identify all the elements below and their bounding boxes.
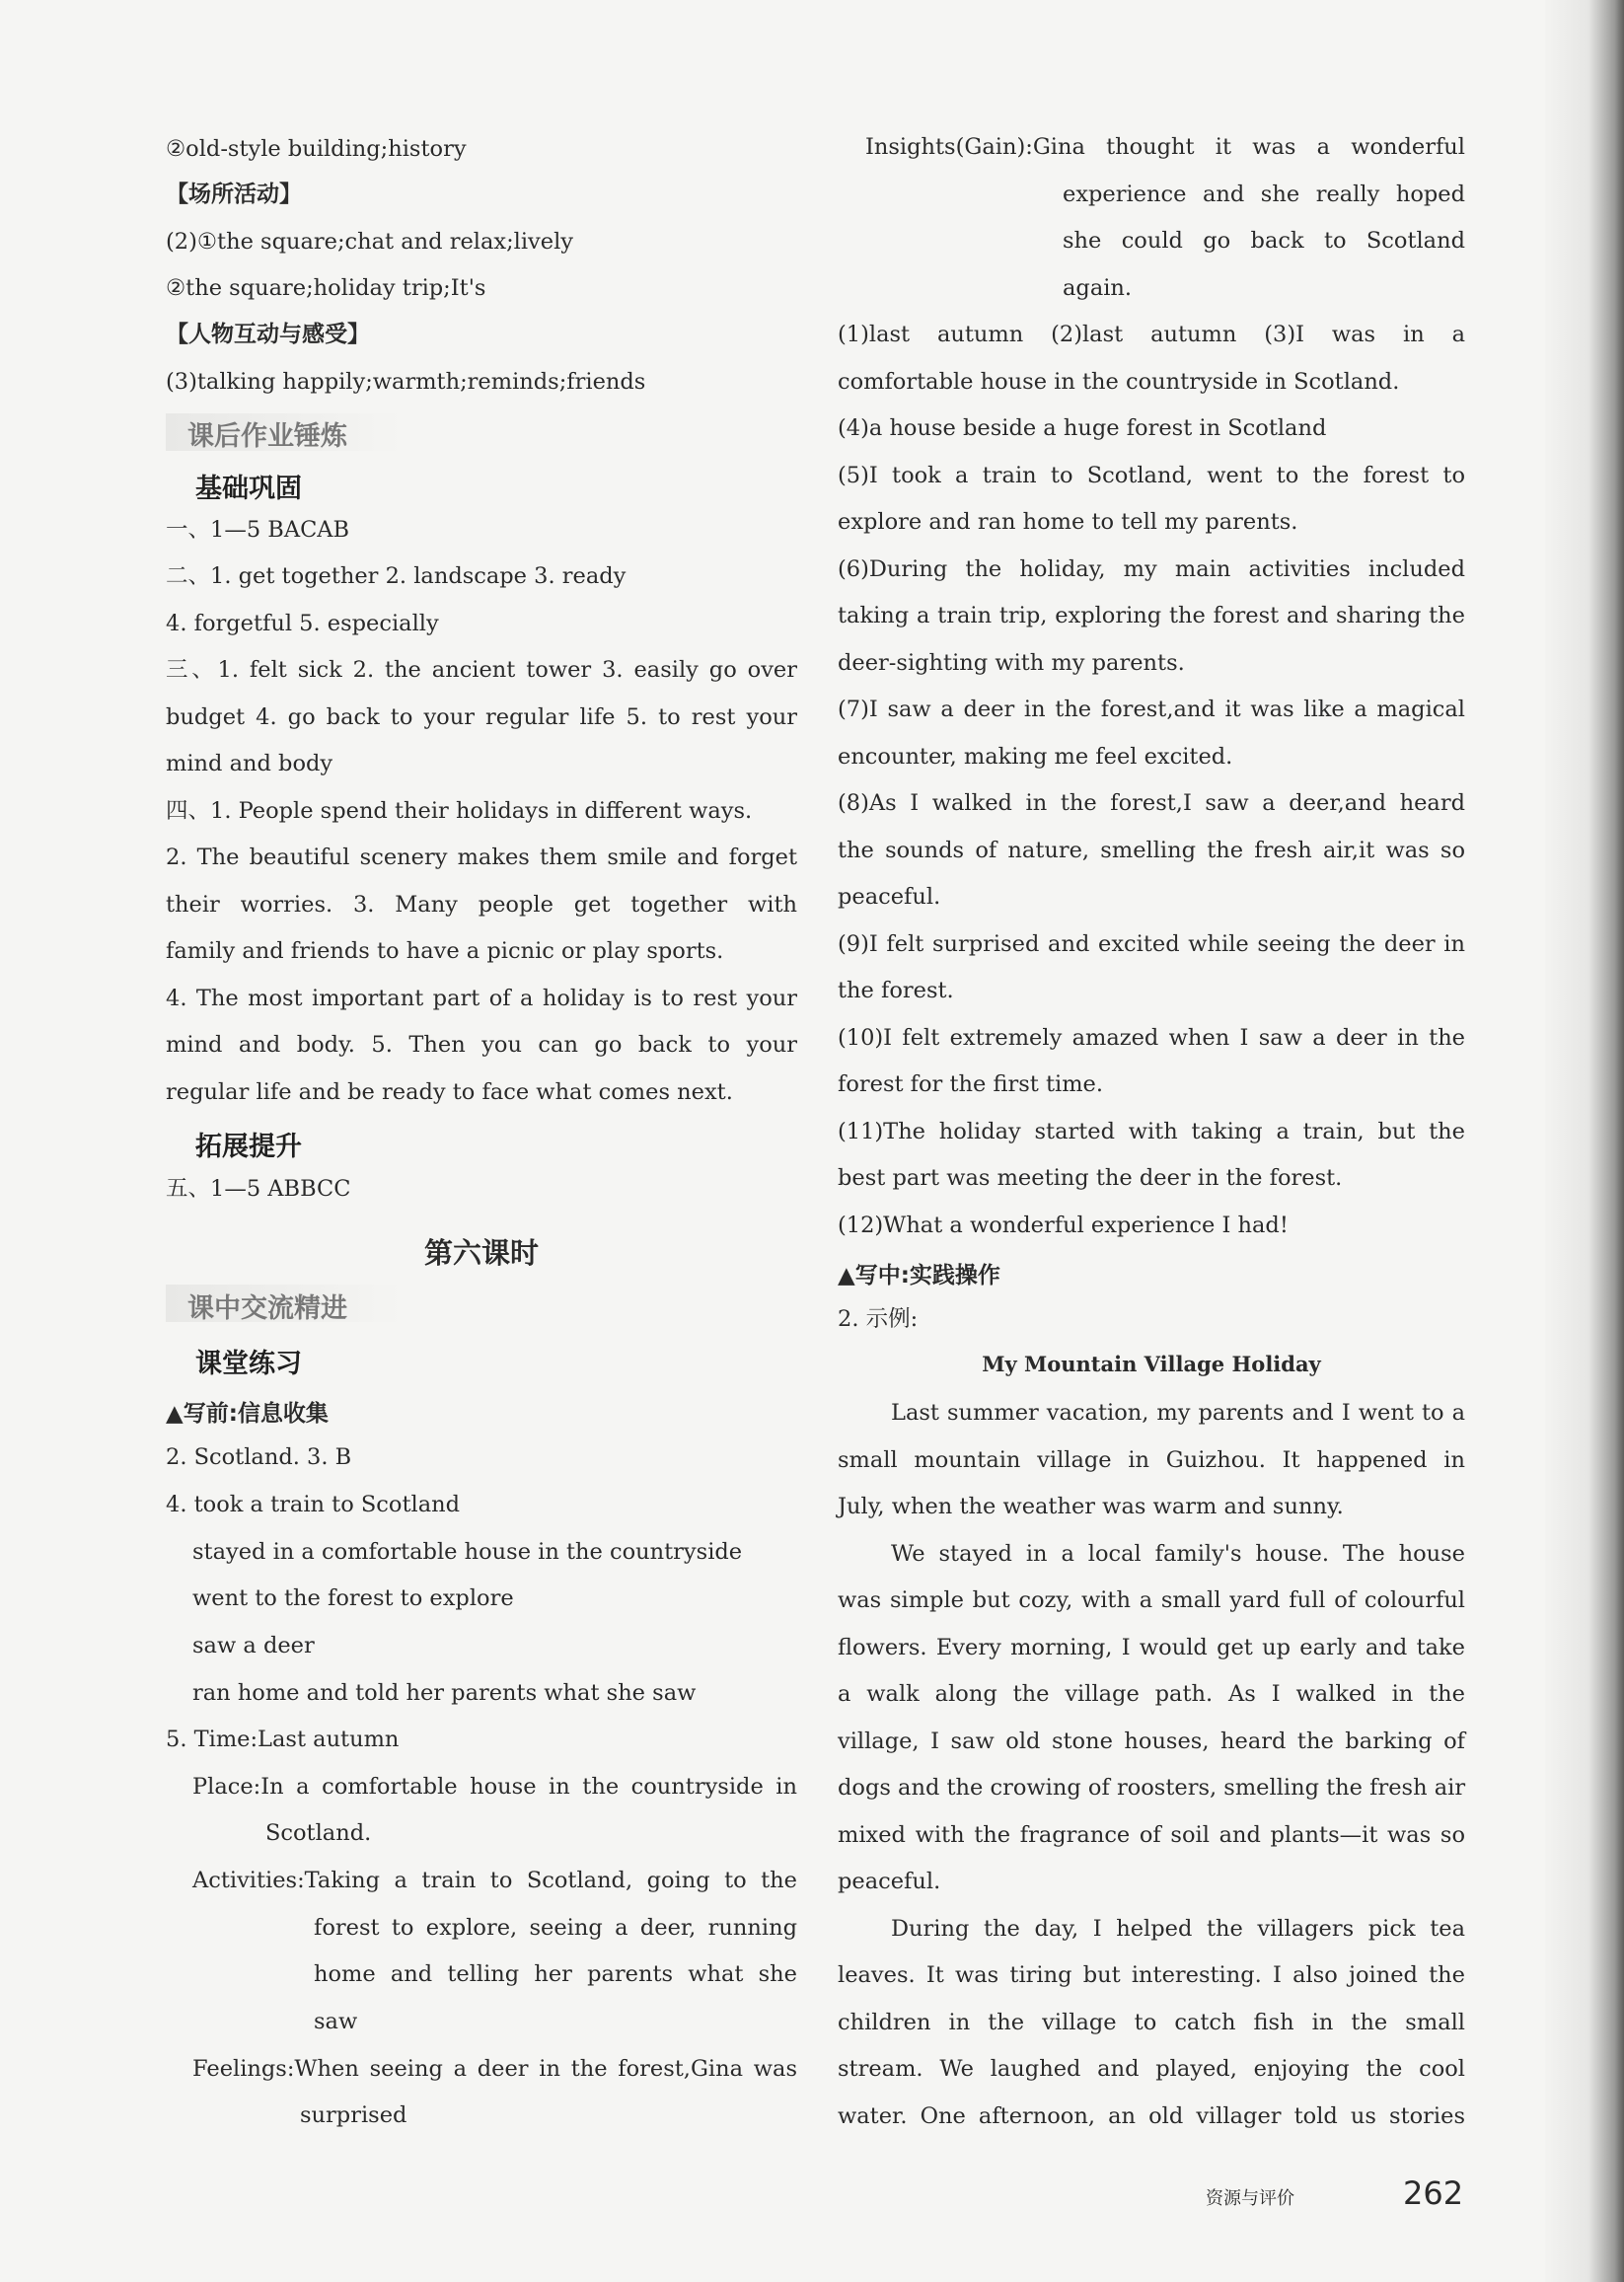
essay-line: leaves. It was tiring but interesting. I also joined the: [838, 1962, 1465, 1988]
answer-line: budget 4. go back to your regular life 5. to rest your: [166, 704, 797, 730]
answer-line: deer-sighting with my parents.: [838, 650, 1185, 676]
answer-line: Activities:Taking a train to Scotland, going to the: [192, 1868, 797, 1893]
answer-line: 二、1. get together 2. landscape 3. ready: [166, 563, 627, 589]
essay-line: We stayed in a local family's house. The house: [891, 1541, 1465, 1567]
answer-line: peaceful.: [838, 884, 941, 910]
essay-line: flowers. Every morning, I would get up early and take: [838, 1635, 1465, 1660]
answer-line: saw: [314, 2009, 358, 2034]
answer-line: 2. The beautiful scenery makes them smile and forget: [166, 845, 797, 870]
answer-line: 4. took a train to Scotland: [166, 1492, 461, 1517]
answer-line: explore and ran home to tell my parents.: [838, 509, 1298, 535]
section-heading-place: 【场所活动】: [166, 182, 302, 207]
answer-line: (7)I saw a deer in the forest,and it was like a magical: [838, 697, 1465, 722]
answer-line: 三、1. felt sick 2. the ancient tower 3. easily go over: [166, 657, 797, 683]
answer-line: Feelings:When seeing a deer in the forest,Gina was: [192, 2056, 797, 2082]
answer-line: 2. Scotland. 3. B: [166, 1444, 352, 1470]
answer-line: forest to explore, seeing a deer, running: [314, 1915, 797, 1941]
answer-line: forest for the first time.: [838, 1071, 1104, 1097]
page-number: 262: [1403, 2174, 1464, 2212]
essay-line: village, I saw old stone houses, heard the barking of: [838, 1729, 1465, 1754]
answer-line: (9)I felt surprised and excited while seeing the deer in: [838, 931, 1465, 957]
essay-line: was simple but cozy, with a small yard full of colourful: [838, 1587, 1465, 1613]
essay-line: dogs and the crowing of roosters, smelling the fresh air: [838, 1775, 1466, 1801]
essay-line: peaceful.: [838, 1869, 941, 1894]
answer-line: ②the square;holiday trip;It's: [166, 275, 486, 301]
answer-line: saw a deer: [192, 1633, 315, 1658]
answer-line: again.: [1063, 275, 1133, 301]
answer-line: family and friends to have a picnic or play sports.: [166, 938, 724, 964]
answer-line: (10)I felt extremely amazed when I saw a deer in the: [838, 1025, 1465, 1051]
answer-line: stayed in a comfortable house in the countryside: [192, 1539, 743, 1565]
subsection-title: 课堂练习: [195, 1349, 302, 1379]
page-binding-edge: [1545, 0, 1624, 2282]
section-heading-people: 【人物互动与感受】: [166, 322, 370, 347]
footer-label: 资源与评价: [1206, 2188, 1294, 2209]
essay-line: a walk along the village path. As I walked in the: [838, 1681, 1465, 1707]
answer-line: mind and body. 5. Then you can go back to your: [166, 1032, 797, 1058]
section-band-title: 课中交流精进: [187, 1293, 347, 1324]
example-label: 2. 示例:: [838, 1306, 919, 1332]
answer-line: 4. forgetful 5. especially: [166, 611, 439, 636]
answer-line: surprised: [300, 2102, 407, 2128]
answer-line: 四、1. People spend their holidays in different ways.: [166, 798, 753, 824]
essay-line: stream. We laughed and played, enjoying the cool: [838, 2056, 1465, 2082]
answer-line: encounter, making me feel excited.: [838, 744, 1233, 770]
answer-line: comfortable house in the countryside in Scotland.: [838, 369, 1400, 395]
essay-line: water. One afternoon, an old villager told us stories: [838, 2103, 1465, 2129]
answer-line: (2)①the square;chat and relax;lively: [166, 229, 573, 255]
essay-line: mixed with the fragrance of soil and plants—it was so: [838, 1822, 1465, 1848]
answer-line: ②old-style building;history: [166, 136, 467, 162]
answer-line: (5)I took a train to Scotland, went to the forest to: [838, 463, 1465, 488]
answer-line: (11)The holiday started with taking a train, but the: [838, 1119, 1465, 1144]
answer-line: (8)As I walked in the forest,I saw a deer,and heard: [838, 790, 1465, 816]
answer-line: experience and she really hoped: [1063, 182, 1465, 207]
essay-line: During the day, I helped the villagers pick tea: [891, 1916, 1465, 1942]
essay-line: children in the village to catch fish in the small: [838, 2010, 1465, 2035]
answer-line: 一、1—5 BACAB: [166, 517, 350, 543]
lesson-title: 第六课时: [423, 1236, 539, 1270]
essay-line: July, when the weather was warm and sunny.: [838, 1494, 1344, 1519]
answer-line: Insights(Gain):Gina thought it was a wonderful: [865, 134, 1465, 160]
answer-line: (12)What a wonderful experience I had!: [838, 1213, 1289, 1238]
step-heading: ▲写中:实践操作: [838, 1263, 1000, 1288]
essay-title: My Mountain Village Holiday: [982, 1352, 1321, 1376]
answer-line: the forest.: [838, 978, 954, 1003]
answer-line: regular life and be ready to face what comes next.: [166, 1079, 733, 1105]
answer-line: taking a train trip, exploring the forest and sharing the: [838, 603, 1465, 628]
answer-line: mind and body: [166, 751, 333, 776]
subsection-title: 基础巩固: [195, 474, 302, 504]
answer-line: Place:In a comfortable house in the countryside in: [192, 1774, 797, 1800]
section-band-title: 课后作业锤炼: [187, 421, 347, 452]
subsection-title: 拓展提升: [195, 1132, 302, 1162]
answer-line: Scotland.: [265, 1820, 372, 1846]
essay-line: small mountain village in Guizhou. It happened in: [838, 1447, 1465, 1473]
answer-line: went to the forest to explore: [192, 1585, 514, 1611]
answer-line: (6)During the holiday, my main activities included: [838, 556, 1465, 582]
answer-line: home and telling her parents what she: [314, 1961, 797, 1987]
answer-line: their worries. 3. Many people get together with: [166, 892, 797, 918]
answer-line: 4. The most important part of a holiday is to rest your: [166, 986, 797, 1011]
answer-line: (4)a house beside a huge forest in Scotland: [838, 415, 1327, 441]
answer-line: best part was meeting the deer in the forest.: [838, 1165, 1343, 1191]
answer-line: the sounds of nature, smelling the fresh air,it was so: [838, 838, 1465, 863]
answer-line: (1)last autumn (2)last autumn (3)I was in a: [838, 322, 1465, 347]
essay-line: Last summer vacation, my parents and I went to a: [891, 1400, 1465, 1426]
answer-line: she could go back to Scotland: [1063, 228, 1465, 254]
answer-line: ran home and told her parents what she saw: [192, 1680, 697, 1706]
answer-line: 五、1—5 ABBCC: [166, 1176, 351, 1202]
step-heading: ▲写前:信息收集: [166, 1401, 329, 1427]
answer-line: 5. Time:Last autumn: [166, 1727, 400, 1752]
answer-line: (3)talking happily;warmth;reminds;friends: [166, 369, 646, 395]
